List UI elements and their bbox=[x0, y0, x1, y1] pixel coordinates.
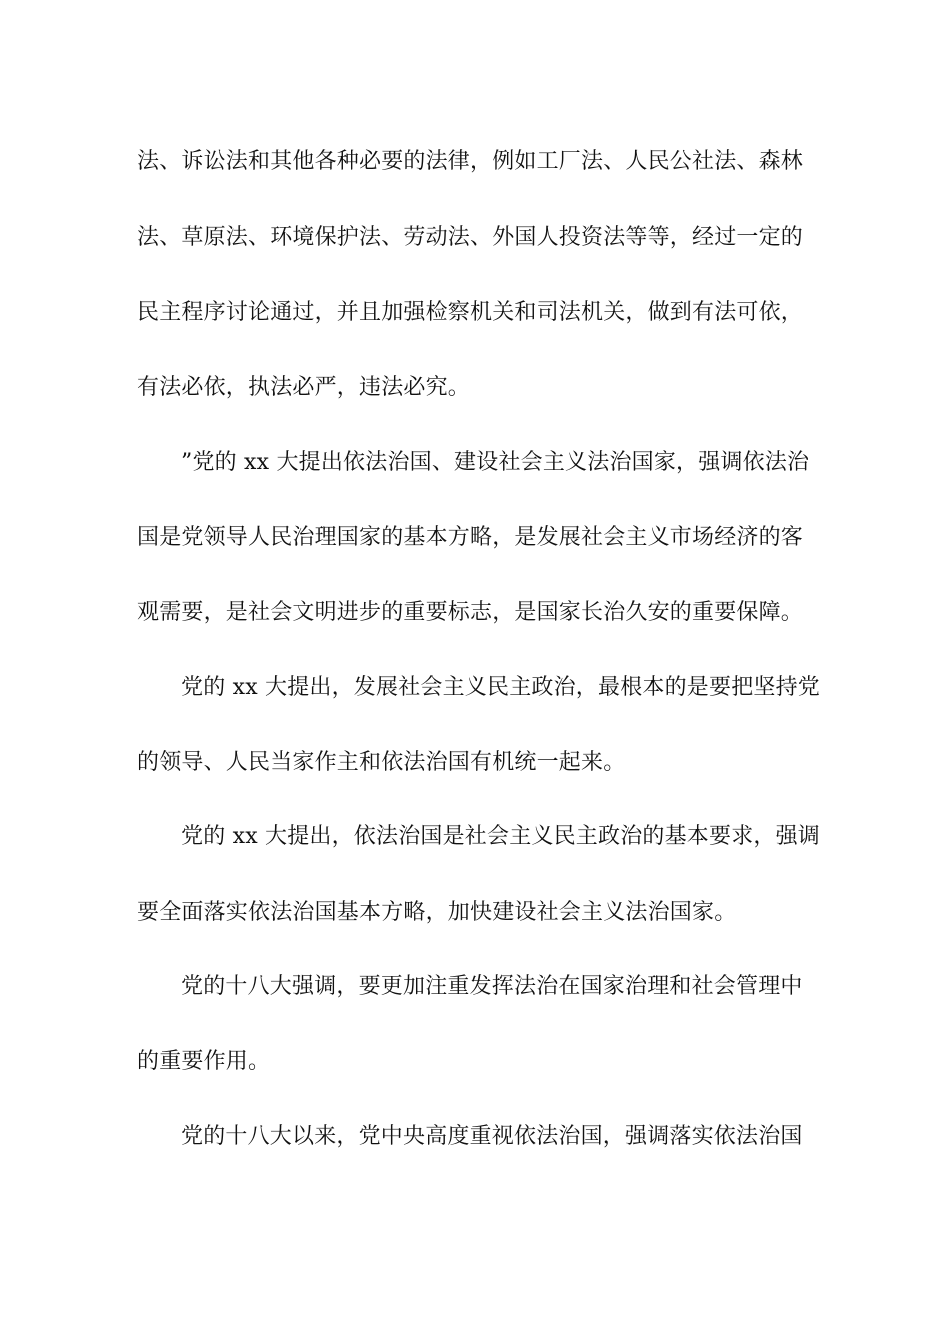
text-line-6: 国是党领导人民治理国家的基本方略，是发展社会主义市场经济的客 bbox=[137, 525, 804, 550]
text-line-2: 法、草原法、环境保护法、劳动法、外国人投资法等等，经过一定的 bbox=[137, 225, 804, 250]
text-line-14: 党的十八大以来，党中央高度重视依法治国，强调落实依法治国 bbox=[181, 1124, 803, 1149]
text-line-9: 的领导、人民当家作主和依法治国有机统一起来。 bbox=[137, 750, 626, 775]
text-line-11: 要全面落实依法治国基本方略，加快建设社会主义法治国家。 bbox=[137, 900, 737, 925]
text-line-7: 观需要，是社会文明进步的重要标志，是国家长治久安的重要保障。 bbox=[137, 600, 804, 625]
text-line-8: 党的 xx 大提出，发展社会主义民主政治，最根本的是要把坚持党 bbox=[181, 675, 821, 700]
text-line-1: 法、诉讼法和其他各种必要的法律，例如工厂法、人民公社法、森林 bbox=[137, 149, 804, 174]
text-line-4: 有法必依，执法必严，违法必究。 bbox=[137, 375, 471, 400]
text-line-13: 的重要作用。 bbox=[137, 1049, 271, 1074]
text-line-5: ”党的 xx 大提出依法治国、建设社会主义法治国家，强调依法治 bbox=[181, 450, 810, 475]
text-line-10: 党的 xx 大提出，依法治国是社会主义民主政治的基本要求，强调 bbox=[181, 824, 821, 849]
text-line-12: 党的十八大强调，要更加注重发挥法治在国家治理和社会管理中 bbox=[181, 974, 803, 999]
text-line-3: 民主程序讨论通过，并且加强检察机关和司法机关，做到有法可依， bbox=[137, 300, 804, 325]
